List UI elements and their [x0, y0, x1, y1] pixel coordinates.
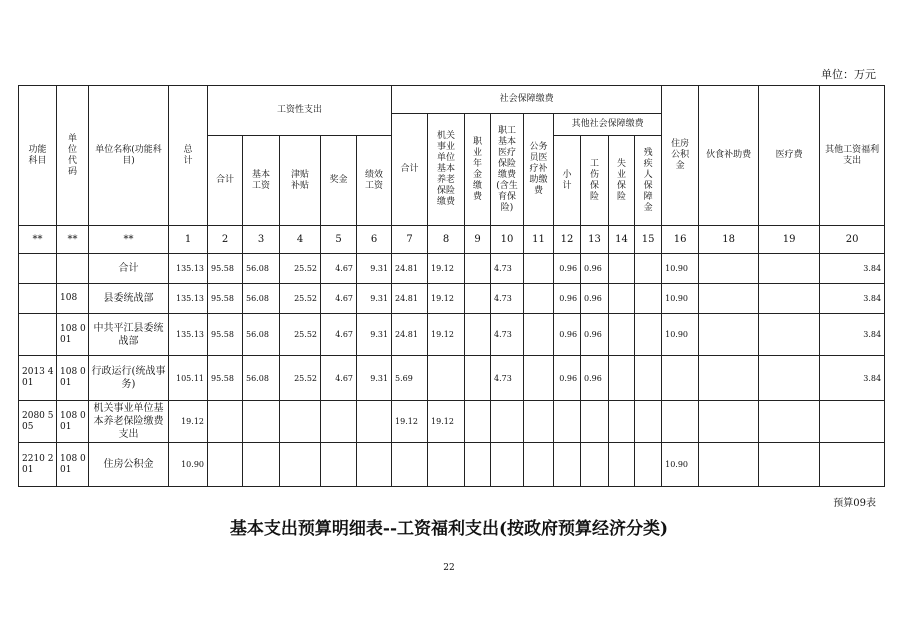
header-other-social-group: 其他社会保障缴费 — [554, 114, 662, 136]
table-row: 108 001 中共平江县委统战部 135.13 95.58 56.08 25.52 4.67 9.31 24.81 19.12 4.73 0.96 0.96 10.90 3.84 — [19, 314, 885, 356]
header-total: 总计 — [169, 86, 208, 226]
header-unemployment: 失业保险 — [609, 136, 635, 226]
header-unit-code: 单位代码 — [57, 86, 89, 226]
header-injury: 工伤保险 — [581, 136, 609, 226]
table-row: 2013 401 108 001 行政运行(统战事务) 105.11 95.58 56.08 25.52 4.67 9.31 5.69 4.73 0.96 0.96 3.84 — [19, 356, 885, 401]
header-basic-wage: 基本工资 — [243, 136, 280, 226]
header-medical: 职工基本医疗保险缴费(含生育保险) — [491, 114, 524, 226]
header-wage-group: 工资性支出 — [208, 86, 392, 136]
header-pension: 机关事业单位基本养老保险缴费 — [428, 114, 465, 226]
budget-table — [18, 85, 885, 487]
header-allowance: 津贴补贴 — [280, 136, 321, 226]
header-annuity: 职业年金缴费 — [465, 114, 491, 226]
index-row: ** ** ** 1 2 3 4 5 6 7 8 9 10 11 12 13 14 15 16 18 19 20 — [19, 226, 885, 254]
table-row: 2080 505 108 001 机关事业单位基本养老保险缴费支出 19.12 19.12 19.12 — [19, 401, 885, 443]
header-func-subject: 功能科目 — [19, 86, 57, 226]
header-bonus: 奖金 — [321, 136, 357, 226]
header-other-welfare: 其他工资福利支出 — [820, 86, 885, 226]
header-social-group: 社会保障缴费 — [392, 86, 662, 114]
header-medical-fee: 医疗费 — [759, 86, 820, 226]
table-row: 108 县委统战部 135.13 95.58 56.08 25.52 4.67 9.31 24.81 19.12 4.73 0.96 0.96 10.90 3.84 — [19, 284, 885, 314]
header-wage-subtotal: 合计 — [208, 136, 243, 226]
page-number: 22 — [443, 563, 455, 573]
table-row: 2210 201 108 001 住房公积金 10.90 10.90 — [19, 443, 885, 487]
header-housing-fund: 住房公积金 — [662, 86, 699, 226]
header-other-subtotal: 小计 — [554, 136, 581, 226]
header-unit-name: 单位名称(功能科目) — [89, 86, 169, 226]
header-social-subtotal: 合计 — [392, 114, 428, 226]
unit-label: 单位：万元 — [821, 68, 876, 81]
page-title: 基本支出预算明细表--工资福利支出(按政府预算经济分类) — [229, 519, 669, 539]
form-code: 预算09表 — [833, 498, 876, 509]
header-civil-medical: 公务员医疗补助缴费 — [524, 114, 554, 226]
header-meal-subsidy: 伙食补助费 — [699, 86, 759, 226]
header-disabled: 残疾人保障金 — [635, 136, 662, 226]
header-perf-wage: 绩效工资 — [357, 136, 392, 226]
table-row: 合计 135.13 95.58 56.08 25.52 4.67 9.31 24.81 19.12 4.73 0.96 0.96 10.90 3.84 — [19, 254, 885, 284]
